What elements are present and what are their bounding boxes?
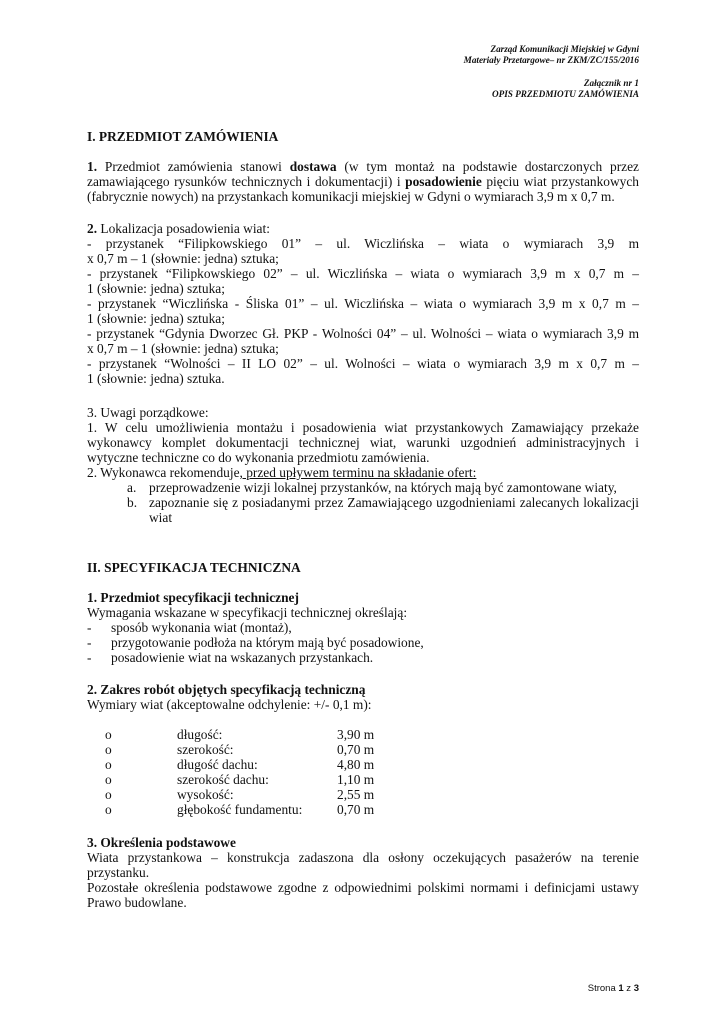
paragraph-text: (w tym montaż na podstawie dostarczonych przez zamawiającego rysunków technicznych i dokumentacji) i — [87, 159, 640, 189]
notes-item-2 — [87, 465, 639, 480]
location-line: 1 (słownie: jedna) sztuka. — [87, 371, 225, 386]
bullet: o — [105, 727, 112, 742]
dimension-name: szerokość dachu: — [177, 772, 269, 787]
page-footer — [588, 981, 639, 996]
spec-subsection-2 — [87, 682, 639, 817]
location-line: - przystanek “Filipkowskiego 02” – ul. Wiczlińska – wiata o wymiarach 3,9 m x 0,7 m – — [87, 266, 639, 281]
attachment-title: OPIS PRZEDMIOTU ZAMÓWIENIA — [491, 89, 639, 99]
section-1-paragraph-3 — [87, 405, 639, 525]
paragraph-text: pięciu wiat przystankowych (fabrycznie nowych) na przystankach komunikacji miejskiej w Gdyni o wymiarach 3,9 m x 0,7 m. — [87, 174, 640, 204]
paragraph-text: Lokalizacja posadowienia wiat: — [97, 221, 270, 236]
location-line: - przystanek “Wolności – II LO 02” – ul. Wolności – wiata o wymiarach 3,9 m x 0,7 m – — [87, 356, 639, 371]
dimension-value: 0,70 m — [337, 802, 375, 817]
attachment-header — [492, 78, 639, 100]
section-1-paragraph-2 — [87, 221, 639, 386]
section-1-paragraph-1 — [87, 159, 639, 204]
dimension-name: wysokość: — [177, 787, 234, 802]
location-line: 1 (słownie: jedna) sztuka; — [87, 311, 225, 326]
bullet: o — [105, 757, 112, 772]
dimension-value: 1,10 m — [337, 772, 375, 787]
spec-subsection-3 — [87, 835, 639, 910]
subitem-label: b. — [127, 495, 138, 510]
paragraph-text: Przedmiot zamówienia stanowi — [97, 159, 290, 174]
dimension-name: głębokość fundamentu: — [177, 802, 303, 817]
notes-item-1: 1. W celu umożliwienia montażu i posadowienia wiat przystankowych Zamawiający przekaże wykonawcy komplet dokumentacji technicznej wiat, warunki uzgodnień administracyjnych i wytyczne techniczne co do wykonania przedmiotu zamówienia. — [87, 420, 639, 465]
header-organization: Zarząd Komunikacji Miejskiej w Gdyni — [490, 44, 639, 54]
location-line: 1 (słownie: jedna) sztuka; — [87, 281, 225, 296]
page-label: Strona — [587, 983, 619, 994]
notes-subitem-a — [87, 480, 639, 495]
bullet: o — [105, 772, 112, 787]
dimension-value: 2,55 m — [337, 787, 375, 802]
locations-intro — [87, 221, 639, 236]
spec-subsection-1 — [87, 590, 639, 665]
dimension-value: 3,90 m — [337, 727, 375, 742]
section-1-title: I. PRZEDMIOT ZAMÓWIENIA — [87, 129, 279, 144]
dimension-value: 0,70 m — [337, 742, 375, 757]
page-total: 3 — [633, 983, 639, 994]
list-item-text: sposób wykonania wiat (montaż), — [111, 620, 292, 635]
dimension-name: długość: — [177, 727, 223, 742]
document-page — [87, 0, 639, 1024]
dimension-name: długość dachu: — [177, 757, 258, 772]
section-2-title: II. SPECYFIKACJA TECHNICZNA — [87, 560, 301, 575]
location-line: x 0,7 m – 1 (słownie: jedna) sztuka; — [87, 251, 279, 266]
subsection-title: 2. Zakres robót objętych specyfikacją techniczną — [87, 682, 366, 697]
subsection-intro: Wymiary wiat (akceptowalne odchylenie: +/- 0,1 m): — [87, 697, 372, 712]
subitem-text: zapoznanie się z posiadanymi przez Zamawiającego uzgodnieniami zalecanych lokalizacji wiat — [149, 495, 639, 525]
attachment-number: Załącznik nr 1 — [583, 78, 639, 88]
dimension-value: 4,80 m — [337, 757, 375, 772]
dimensions-table — [87, 727, 639, 817]
location-line: - przystanek “Wiczlińska - Śliska 01” – ul. Wiczlińska – wiata o wymiarach 3,9 m x 0,7 m – — [87, 296, 639, 311]
subsection-intro: Wymagania wskazane w specyfikacji technicznej określają: — [87, 605, 408, 620]
subitem-text: przeprowadzenie wizji lokalnej przystanków, na których mają być zamontowane wiaty, — [149, 480, 617, 495]
list-item: - przygotowanie podłoża na którym mają być posadowione, — [87, 635, 424, 650]
bullet: o — [105, 802, 112, 817]
document-header — [464, 44, 639, 66]
list-item: - posadowienie wiat na wskazanych przystankach. — [87, 650, 374, 665]
paragraph-number: 2. — [87, 221, 98, 236]
bullet: o — [105, 787, 112, 802]
header-materials: Materiały Przetargowe– nr ZKM/ZC/155/2016 — [463, 55, 639, 65]
emphasis-posadowienie: posadowienie — [405, 174, 482, 189]
notes-item-2-text: 2. Wykonawca rekomenduje — [87, 465, 240, 480]
definition-paragraph: Wiata przystankowa – konstrukcja zadaszona dla osłony oczekujących pasażerów na terenie przystanku. — [87, 850, 639, 880]
list-item: - sposób wykonania wiat (montaż), — [87, 620, 292, 635]
subitem-label: a. — [127, 480, 137, 495]
emphasis-dostawa: dostawa — [289, 159, 337, 174]
list-item-text: przygotowanie podłoża na którym mają być posadowione, — [111, 635, 424, 650]
subsection-title: 1. Przedmiot specyfikacji technicznej — [87, 590, 299, 605]
location-line: - przystanek “Gdynia Dworzec Gł. PKP - Wolności 04” – ul. Wolności – wiata o wymiarach 3,9 m — [87, 326, 639, 341]
bullet: o — [105, 742, 112, 757]
notes-subitem-b — [87, 495, 639, 525]
dimension-name: szerokość: — [177, 742, 234, 757]
list-item-text: posadowienie wiat na wskazanych przystankach. — [111, 650, 374, 665]
notes-item-2-underlined: , przed upływem terminu na składanie ofert: — [239, 465, 477, 480]
definition-paragraph: Pozostałe określenia podstawowe zgodne z odpowiednimi polskimi normami i definicjami ustawy Prawo budowlane. — [87, 880, 639, 910]
notes-title: 3. Uwagi porządkowe: — [87, 405, 209, 420]
subsection-title: 3. Określenia podstawowe — [87, 835, 236, 850]
page-of: z — [623, 983, 634, 994]
paragraph-number: 1. — [87, 159, 98, 174]
location-line: - przystanek “Filipkowskiego 01” – ul. Wiczlińska – wiata o wymiarach 3,9 m — [87, 236, 639, 251]
location-line: x 0,7 m – 1 (słownie: jedna) sztuka; — [87, 341, 279, 356]
page-number: 1 — [618, 983, 624, 994]
